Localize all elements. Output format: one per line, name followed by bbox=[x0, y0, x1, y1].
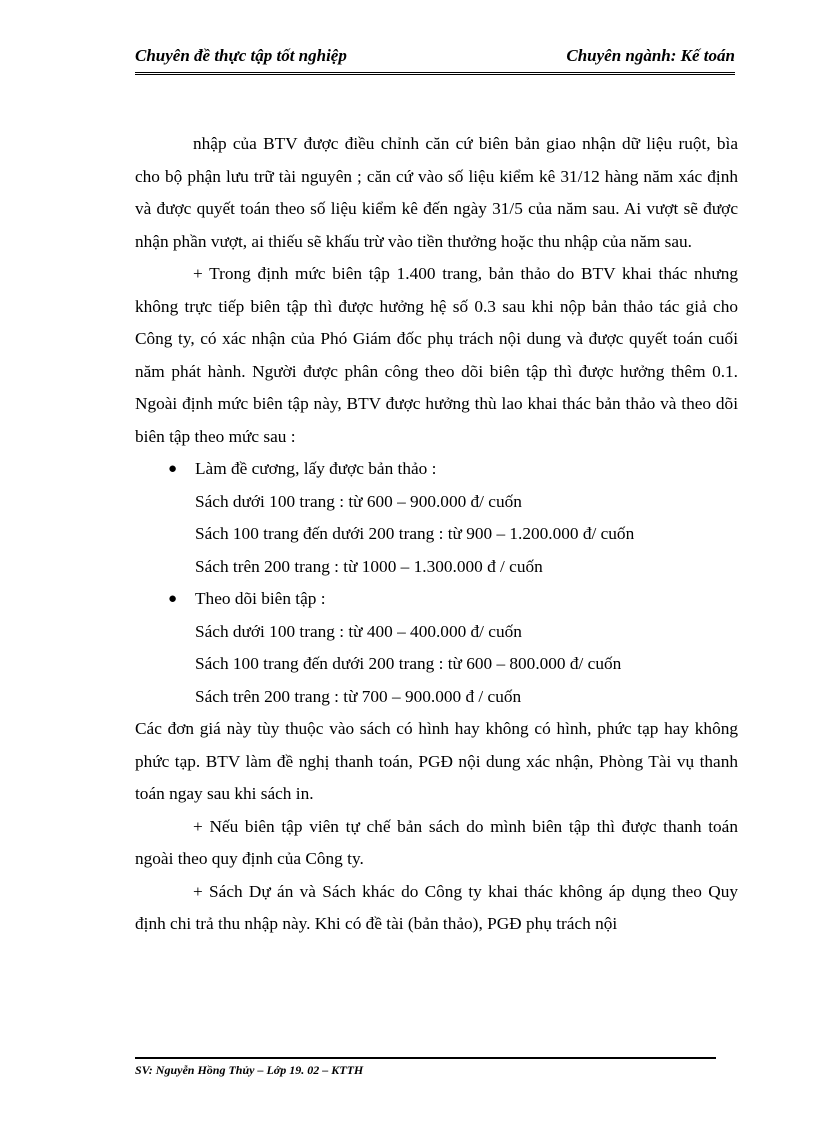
paragraph-2: + Trong định mức biên tập 1.400 trang, bản thảo do BTV khai thác nhưng không trực tiếp biên tập thì được hưởng hệ số 0.3 sau khi nộp bản thảo tác giả cho Công ty, có xác nhận của Phó Giám đốc phụ trách nội dung và được quyết toán cuối năm phát hành. Người được phân công theo dõi biên tập thì được hưởng thêm 0.1. Ngoài định mức biên tập này, BTV được hưởng thù lao khai thác bản thảo và theo dõi biên tập theo mức sau : bbox=[135, 264, 738, 446]
rate-line: Sách dưới 100 trang : từ 600 – 900.000 đ/ cuốn bbox=[195, 491, 522, 511]
footer-divider bbox=[135, 1057, 716, 1059]
page-header bbox=[135, 44, 735, 75]
paragraph-4: + Nếu biên tập viên tự chế bản sách do mình biên tập thì được thanh toán ngoài theo quy định của Công ty. bbox=[135, 816, 738, 868]
document-body bbox=[135, 128, 738, 941]
paragraph-5: + Sách Dự án và Sách khác do Công ty khai thác không áp dụng theo Quy định chi trả thu nhập này. Khi có đề tài (bản thảo), PGĐ phụ trách nội bbox=[135, 881, 738, 933]
rate-line: Sách trên 200 trang : từ 1000 – 1.300.000 đ / cuốn bbox=[195, 556, 543, 576]
bullet-title: Theo dõi biên tập : bbox=[195, 589, 326, 608]
rate-line: Sách 100 trang đến dưới 200 trang : từ 900 – 1.200.000 đ/ cuốn bbox=[195, 524, 635, 543]
rate-line: Sách 100 trang đến dưới 200 trang : từ 600 – 800.000 đ/ cuốn bbox=[195, 654, 622, 673]
bullet-title: Làm đề cương, lấy được bản thảo : bbox=[195, 459, 437, 478]
bullet-icon: ● bbox=[168, 591, 178, 607]
paragraph-1: nhập của BTV được điều chỉnh căn cứ biên bản giao nhận dữ liệu ruột, bìa cho bộ phận lưu trữ tài nguyên ; căn cứ vào số liệu kiểm kê 31/12 hàng năm xác định và được quyết toán theo số liệu kiểm kê đến ngày 31/5 của năm sau. Ai vượt sẽ được nhận phần vượt, ai thiếu sẽ khấu trừ vào tiền thưởng hoặc thu nhập của năm sau. bbox=[135, 134, 738, 251]
rate-line: Sách trên 200 trang : từ 700 – 900.000 đ / cuốn bbox=[195, 686, 522, 706]
header-title-right: Chuyên ngành: Kế toán bbox=[566, 46, 735, 65]
paragraph-3: Các đơn giá này tùy thuộc vào sách có hình hay không có hình, phức tạp hay không phức tạp. BTV làm đề nghị thanh toán, PGĐ nội dung xác nhận, Phòng Tài vụ thanh toán ngay sau khi sách in. bbox=[135, 719, 738, 803]
header-title-left: Chuyên đề thực tập tốt nghiệp bbox=[135, 46, 347, 65]
list-item bbox=[168, 453, 738, 486]
list-item bbox=[168, 583, 738, 616]
page-footer: SV: Nguyễn Hồng Thủy – Lớp 19. 02 – KTTH bbox=[135, 1063, 364, 1077]
bullet-list bbox=[135, 453, 738, 713]
bullet-icon: ● bbox=[168, 461, 178, 477]
rate-line: Sách dưới 100 trang : từ 400 – 400.000 đ/ cuốn bbox=[195, 621, 522, 641]
